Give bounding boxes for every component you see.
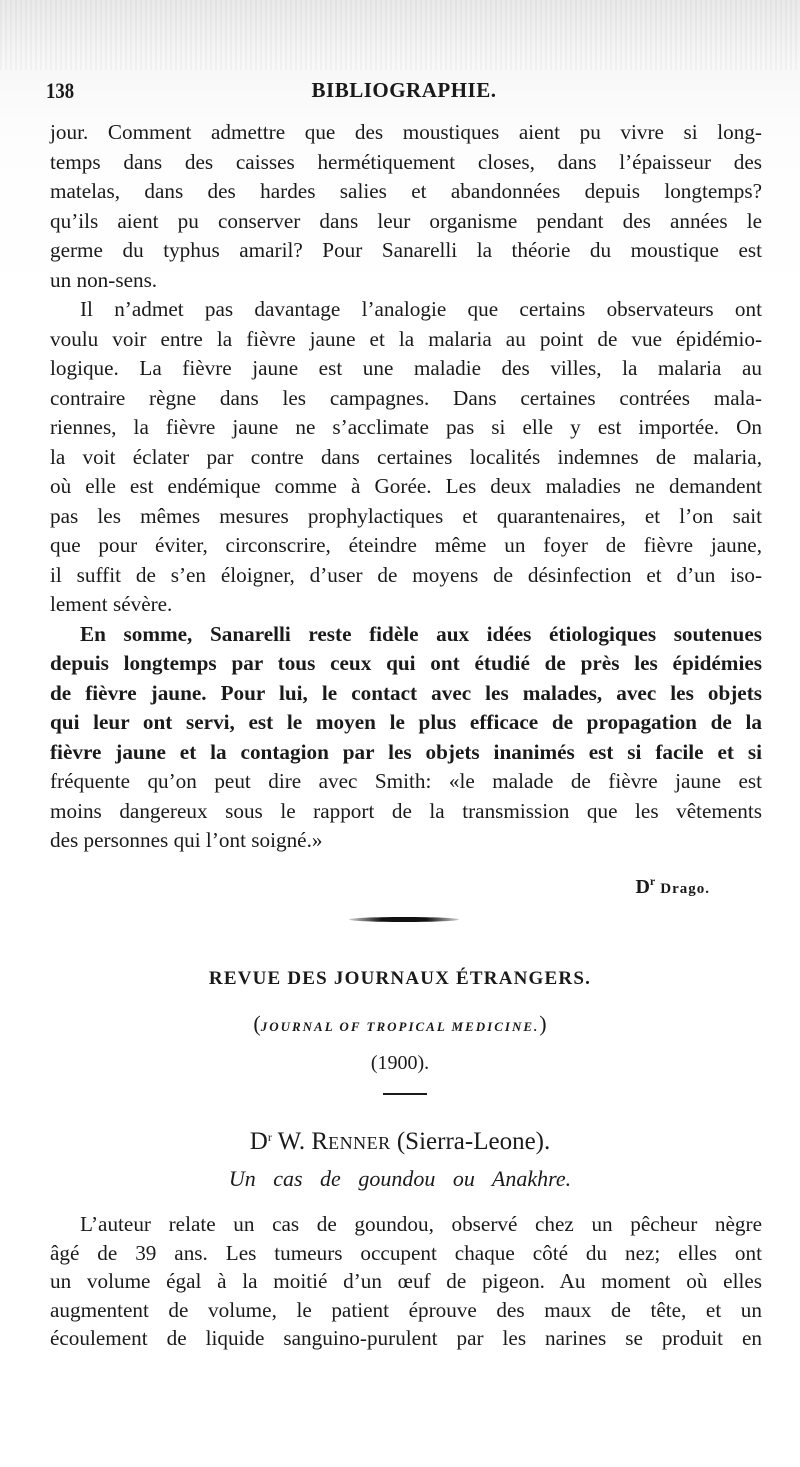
article-title: Un cas de goundou ou Anakhre. <box>228 1166 572 1191</box>
text-line: lement sévère. <box>50 592 173 616</box>
article-author <box>0 1128 800 1156</box>
text-line: logique. La fièvre jaune est une maladie des villes, la malaria au <box>50 356 762 380</box>
signature <box>635 874 710 899</box>
text-line: pas les mêmes mesures prophylactiques et quarantenaires, et l’on sait <box>50 503 762 528</box>
text-line: jour. Comment admettre que des moustiques aient pu vivre si long- <box>50 120 762 144</box>
paren-close: ) <box>539 1011 547 1036</box>
short-divider <box>383 1093 427 1095</box>
text-line: un non-sens. <box>50 267 158 292</box>
text-line: où elle est endémique comme à Gorée. Les deux maladies ne demandent <box>50 474 762 498</box>
signature-superscript: r <box>649 874 656 888</box>
author-initial: W. R <box>277 1128 329 1155</box>
text-line: temps dans des caisses hermétiquement closes, dans l’épaisseur des <box>50 149 762 174</box>
author-prefix: D <box>249 1128 268 1155</box>
paragraph-1 <box>50 118 762 295</box>
text-line: contraire règne dans les campagnes. Dans certaines contrées mala- <box>50 385 762 410</box>
section-divider <box>349 917 459 922</box>
text-line: il suffit de s’en éloigner, d’user de moyens de désinfection et d’un iso- <box>50 562 762 587</box>
text-line: que pour éviter, circonscrire, éteindre même un foyer de fièvre jaune, <box>50 533 762 557</box>
text-line: fièvre jaune et la contagion par les objets inanimés est si facile et si <box>50 739 762 764</box>
text-line: qui leur ont servi, est le moyen le plus efficace de propagation de la <box>50 710 762 734</box>
text-line: la voit éclater par contre dans certaines localités indemnes de malaria, <box>50 444 762 469</box>
article-text <box>50 1210 762 1353</box>
text-line: riennes, la fièvre jaune ne s’acclimate pas si elle y est importée. On <box>50 415 762 439</box>
page-header <box>46 78 762 106</box>
text-line: un volume égal à la moitié d’un œuf de pigeon. Au moment où elles <box>50 1269 762 1293</box>
running-head: BIBLIOGRAPHIE. <box>311 78 497 102</box>
journal-name <box>0 1011 800 1037</box>
text-line: matelas, dans des hardes salies et abandonnées depuis longtemps? <box>50 179 762 203</box>
signature-name: Drago. <box>660 881 710 897</box>
text-line: écoulement de liquide sanguino-purulent par les narines se produit en <box>50 1326 762 1350</box>
text-line: moins dangereux sous le rapport de la transmission que les vêtements <box>50 798 762 823</box>
text-line: depuis longtemps par tous ceux qui ont étudié de près les épidémies <box>50 651 762 675</box>
text-line: En somme, Sanarelli reste fidèle aux idées étiologiques soutenues <box>80 621 762 646</box>
text-line: fréquente qu’on peut dire avec Smith: «le malade de fièvre jaune est <box>50 769 762 793</box>
section-title: REVUE DES JOURNAUX ÉTRANGERS. <box>208 968 592 989</box>
text-line: qu’ils aient pu conserver dans leur organisme pendant des années le <box>50 208 762 233</box>
journal-year: (1900). <box>370 1052 430 1074</box>
author-surname: ENNER <box>328 1133 391 1153</box>
text-line: de fièvre jaune. Pour lui, le contact avec les malades, avec les objets <box>50 680 762 705</box>
text-line: augmentent de volume, le patient éprouve des maux de tête, et un <box>50 1297 762 1322</box>
author-location: (Sierra-Leone). <box>390 1128 551 1155</box>
paragraph-2 <box>50 295 762 620</box>
text-line: L’auteur relate un cas de goundou, observé chez un pêcheur nègre <box>80 1212 762 1236</box>
signature-prefix: D <box>635 876 650 898</box>
scan-margin-texture <box>0 0 800 70</box>
journal-title: JOURNAL OF TROPICAL MEDICINE. <box>260 1019 540 1034</box>
text-line: germe du typhus amaril? Pour Sanarelli la théorie du moustique est <box>50 238 762 262</box>
text-line: des personnes qui l’ont soigné.» <box>50 828 323 852</box>
author-superscript: r <box>267 1130 272 1144</box>
page-number: 138 <box>46 78 75 103</box>
paren-open: ( <box>253 1011 261 1036</box>
text-line: âgé de 39 ans. Les tumeurs occupent chaque côté du nez; elles ont <box>50 1240 762 1265</box>
text-line: voulu voir entre la fièvre jaune et la malaria au point de vue épidémio- <box>50 326 762 351</box>
paragraph-3 <box>50 620 762 856</box>
main-text <box>50 118 762 856</box>
text-line: Il n’admet pas davantage l’analogie que certains observateurs ont <box>80 297 762 321</box>
